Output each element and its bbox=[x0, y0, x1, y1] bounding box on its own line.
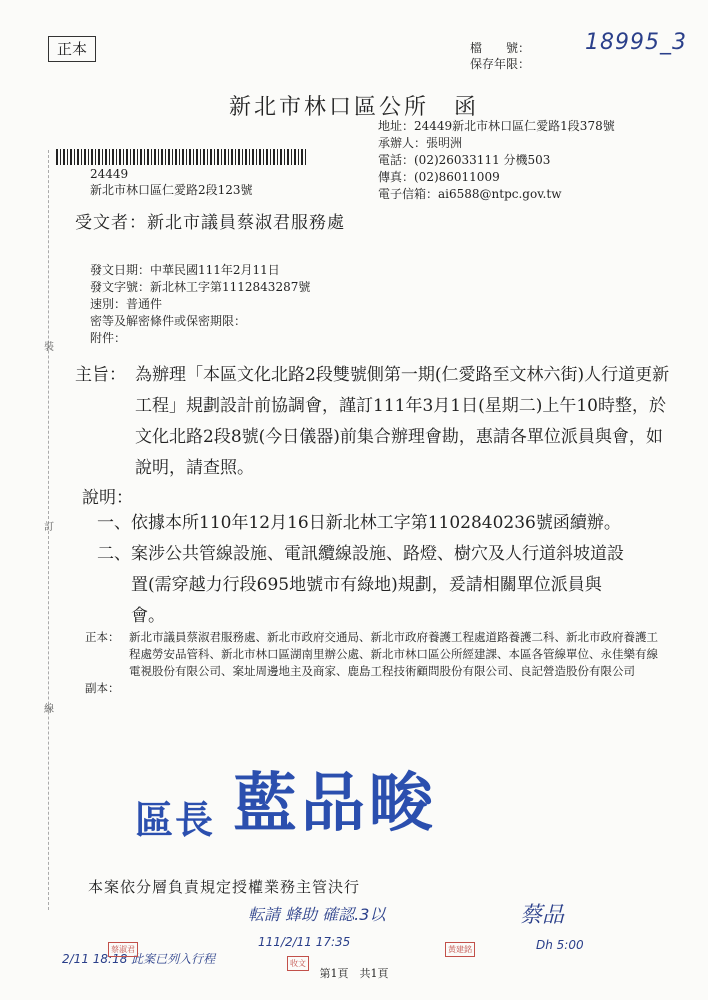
handwritten-file-number: 18995_3 bbox=[585, 30, 687, 55]
barcode bbox=[56, 149, 306, 165]
handwritten-schedule-note: 2/11 18:18 此案已列入行程 bbox=[62, 952, 216, 966]
receiver-street: 新北市林口區仁愛路2段123號 bbox=[90, 183, 253, 197]
issue-date: 發文日期：中華民國111年2月11日 bbox=[90, 263, 280, 277]
binding-mark: 訂 bbox=[44, 522, 54, 533]
red-stamp: 黃建銘 bbox=[445, 942, 475, 957]
recipient: 受文者：新北市議員蔡淑君服務處 bbox=[75, 213, 345, 233]
secondary-copy-label: 副本： bbox=[85, 681, 120, 695]
item-text: 案涉公共管線設施、電訊纜線設施、路燈、樹穴及人行道斜坡道設置(需穿越力行段695地號市有綠地)規劃，爰請相關單位派員與會。 bbox=[131, 544, 624, 626]
explanation-item bbox=[75, 539, 631, 632]
file-number-label: 檔 號： bbox=[470, 41, 531, 55]
sender-address: 地址：24449新北市林口區仁愛路1段378號 bbox=[378, 119, 615, 133]
document-info bbox=[90, 262, 310, 347]
page-number: 第1頁 共1頁 bbox=[319, 967, 389, 980]
binding-mark: 裝 bbox=[44, 342, 54, 353]
sender-contact-person: 承辦人：張明洲 bbox=[378, 136, 463, 150]
binding-mark: 線 bbox=[44, 704, 54, 715]
official-seal bbox=[135, 752, 437, 844]
sender-fax: 傳真：(02)86011009 bbox=[378, 170, 500, 184]
urgency: 速別：普通件 bbox=[90, 297, 163, 311]
seal-name: 藍品畯 bbox=[233, 766, 438, 841]
subject-section bbox=[75, 360, 675, 484]
handwritten-forward-note: 転請 蜂助 確認.3以 bbox=[248, 905, 386, 924]
item-text: 依據本所110年12月16日新北林工字第1102840236號函續辦。 bbox=[131, 513, 621, 533]
original-copy-box: 正本 bbox=[48, 36, 96, 62]
receiver-postcode: 24449 bbox=[90, 167, 129, 181]
sender-info bbox=[378, 118, 615, 203]
red-stamp: 蔡淑君 bbox=[108, 942, 138, 957]
receiver-address bbox=[90, 166, 253, 198]
item-number: 一、 bbox=[97, 513, 131, 533]
retention-label: 保存年限： bbox=[470, 57, 531, 71]
handwritten-time: Dh 5:00 bbox=[536, 938, 584, 952]
confidentiality: 密等及解密條件或保密期限： bbox=[90, 314, 247, 328]
red-stamp: 收文 bbox=[287, 956, 309, 971]
explanation-label: 說明： bbox=[82, 488, 133, 508]
attachments: 附件： bbox=[90, 331, 127, 345]
item-number: 二、 bbox=[97, 544, 131, 564]
explanation-items bbox=[75, 508, 631, 632]
primary-copy-recipients: 新北市議員蔡淑君服務處、新北市政府交通局、新北市政府養護工程處道路養護二科、新北市政府養護工程處勞安品管科、新北市林口區湖南里辦公處、新北市林口區公所經建課、本區各管線單位、永佳樂有線電視股份有限公司、案址周邊地主及商家、鹿島工程技術顧問股份有限公司、良記營造股份有限公司 bbox=[129, 630, 658, 678]
decision-note: 本案依分層負責規定授權業務主管決行 bbox=[88, 878, 361, 896]
subject-label: 主旨： bbox=[75, 365, 126, 385]
document-number: 發文字號：新北林工字第1112843287號 bbox=[90, 280, 311, 294]
document-title: 新北市林口區公所 函 bbox=[228, 95, 479, 120]
handwritten-signature: 蔡品 bbox=[520, 903, 565, 928]
distribution-list bbox=[85, 629, 669, 697]
subject-text: 為辦理「本區文化北路2段雙號側第一期(仁愛路至文林六街)人行道更新工程」規劃設計前協調會，謹訂111年3月1日(星期二)上午10時整，於文化北路2段8號(今日儀器)前集合辦理會勘，惠請各單位派員與會，如說明，請查照。 bbox=[135, 365, 670, 478]
primary-copy-label: 正本： bbox=[85, 630, 120, 644]
explanation-item bbox=[75, 508, 631, 539]
seal-title: 區長 bbox=[135, 797, 216, 842]
sender-phone: 電話：(02)26033111 分機503 bbox=[378, 153, 551, 167]
handwritten-date: 111/2/11 17:35 bbox=[258, 935, 351, 949]
sender-email: 電子信箱：ai6588@ntpc.gov.tw bbox=[378, 187, 562, 201]
